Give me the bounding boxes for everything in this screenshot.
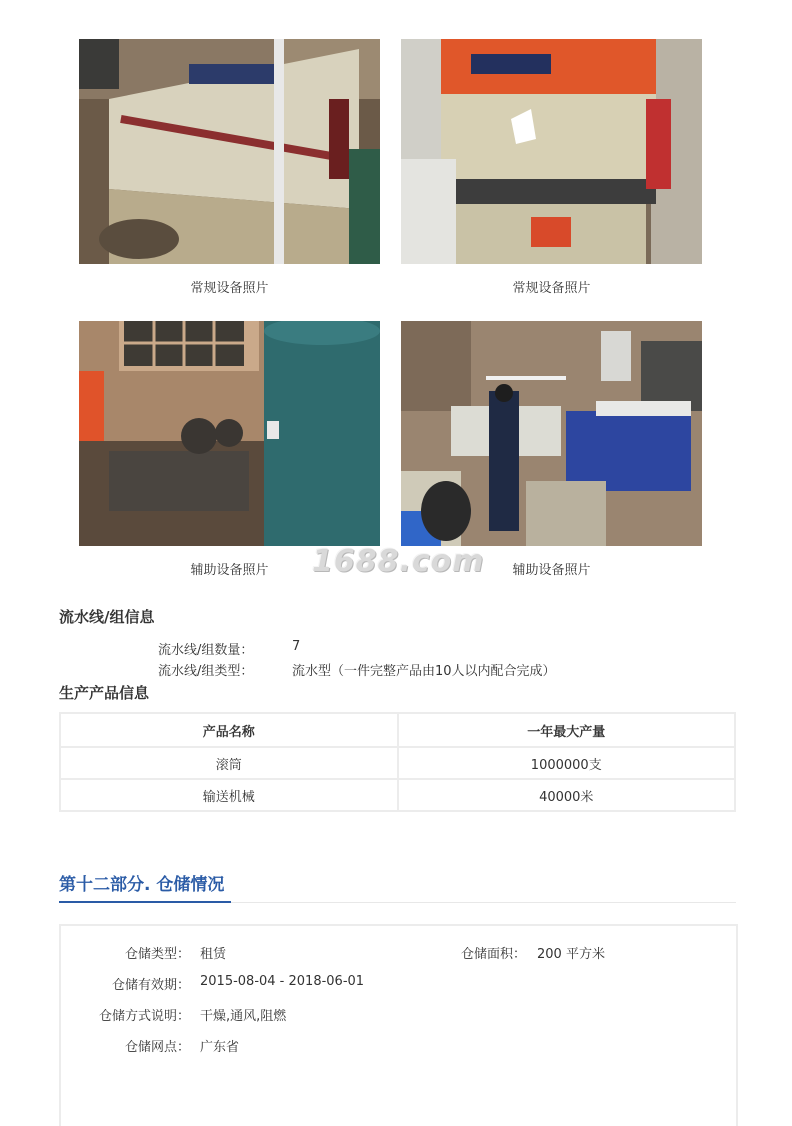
warehouse-row-2 [0,974,792,994]
warehouse-row-4 [0,1036,792,1056]
line-type-value: 流水型（一件完整产品由10人以内配合完成） [292,664,556,679]
photo-caption-4: 辅助设备照片 [512,563,591,578]
storage-method-label: 仓储方式说明： [98,1009,190,1024]
product-info-title: 生产产品信息 [59,684,150,702]
line-count-value: 7 [292,639,301,654]
line-count-label: 流水线/组数量： [158,643,254,658]
storage-area-value: 200 平方米 [537,947,605,962]
line-info-title: 流水线/组信息 [59,608,155,626]
product-name-cell: 输送机械 [60,779,398,811]
product-table [59,712,736,812]
table-header-row [60,713,735,747]
column-header-product: 产品名称 [60,713,398,747]
equipment-photo-2 [401,39,702,264]
equipment-photo-1 [79,39,380,264]
product-capacity-cell: 40000米 [398,779,736,811]
storage-period-value: 2015-08-04 - 2018-06-01 [200,974,365,989]
table-row [60,779,735,811]
column-header-capacity: 一年最大产量 [398,713,736,747]
table-row [60,747,735,779]
storage-type-label: 仓储类型： [124,947,190,962]
storage-area-label: 仓储面积： [460,947,526,962]
storage-type-value: 租赁 [200,947,227,962]
warehouse-row-1 [0,943,792,963]
product-name-cell: 滚筒 [60,747,398,779]
photo-caption-3: 辅助设备照片 [190,563,269,578]
warehouse-row-3 [0,1005,792,1025]
storage-period-label: 仓储有效期： [111,978,190,993]
section-title-underline [59,901,231,903]
equipment-photo-3 [79,321,380,546]
storage-outlet-value: 广东省 [200,1040,240,1055]
equipment-photo-4 [401,321,702,546]
storage-method-value: 干燥,通风,阻燃 [200,1009,287,1024]
watermark-logo: 1688.com [312,544,485,579]
line-type-label: 流水线/组类型： [158,664,254,679]
storage-outlet-label: 仓储网点： [124,1040,190,1055]
warehouse-section-title: 第十二部分. 仓储情况 [59,875,225,895]
photo-caption-2: 常规设备照片 [512,281,591,296]
photo-caption-1: 常规设备照片 [190,281,269,296]
product-capacity-cell: 1000000支 [398,747,736,779]
